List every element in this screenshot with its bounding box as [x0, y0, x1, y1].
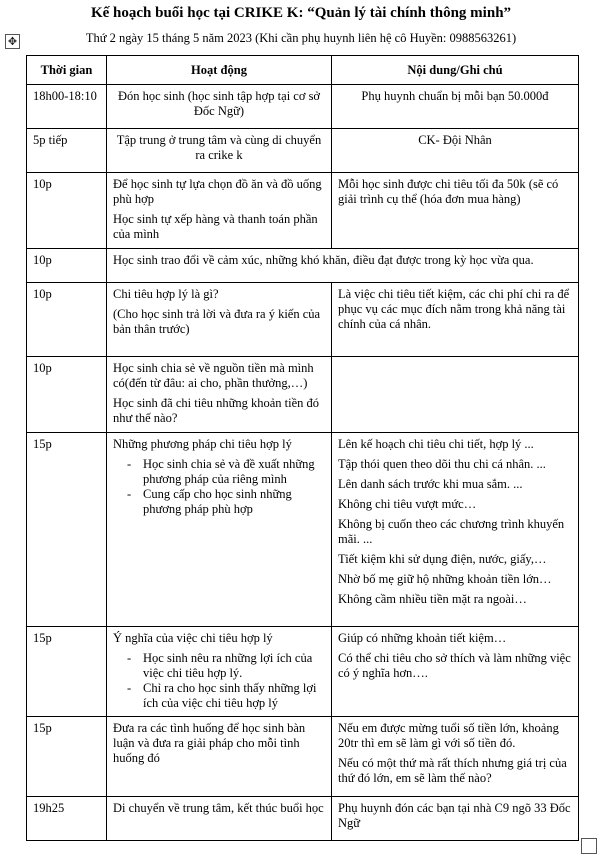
- cell-activity: [107, 433, 332, 627]
- table-row: [27, 357, 579, 433]
- cell-activity: [107, 797, 332, 841]
- notes-text: Lên danh sách trước khi mua sắm. ...: [338, 477, 523, 491]
- cell-time: 19h25: [27, 797, 107, 841]
- cell-notes: [332, 433, 579, 627]
- list-item: - Học sinh chia sẻ và đề xuất những phương pháp của riêng mình: [143, 457, 325, 487]
- notes-text: Tiết kiệm khi sử dụng điện, nước, giấy,…: [338, 552, 547, 566]
- table-row: [27, 129, 579, 173]
- cell-notes: [332, 283, 579, 357]
- table-row: [27, 85, 579, 129]
- cell-time: 18h00-18:10: [27, 85, 107, 129]
- activity-text: Tập trung ở trung tâm và cùng di chuyển ra crike k: [116, 133, 322, 162]
- table-move-handle-icon[interactable]: ✥: [5, 34, 20, 49]
- notes-text: Không cầm nhiều tiền mặt ra ngoài…: [338, 592, 527, 606]
- document-title: Kế hoạch buổi học tại CRIKE K: “Quản lý tài chính thông minh”: [90, 5, 512, 21]
- cell-merged-activity: Học sinh trao đổi về cảm xúc, những khó khăn, điều đạt được trong kỳ học vừa qua.: [107, 249, 579, 283]
- cell-time: 15p: [27, 717, 107, 797]
- activity-text: Đưa ra các tình huống để học sinh bàn luận và đưa ra giải pháp cho mỗi tình huống đó: [113, 721, 306, 765]
- list-item: - Chỉ ra cho học sinh thấy những lợi ích của việc chi tiêu hợp lý: [143, 681, 325, 711]
- cell-notes: [332, 797, 579, 841]
- notes-text: Là việc chi tiêu tiết kiệm, các chi phí chi ra để phục vụ các mục đích nằm trong khả năng tài chính của cá nhân.: [338, 287, 570, 331]
- notes-text: Phụ huynh đón các bạn tại nhà C9 ngõ 33 Đốc Ngữ: [338, 801, 571, 830]
- cell-time: 15p: [27, 627, 107, 717]
- notes-text: Có thể chi tiêu cho sở thích và làm những việc có ý nghĩa hơn….: [338, 651, 571, 680]
- header-activity: Hoạt động: [107, 56, 332, 85]
- notes-text: Giúp có những khoản tiết kiệm…: [338, 631, 507, 645]
- table-row: [27, 433, 579, 627]
- notes-text: Không bị cuốn theo các chương trình khuyến mãi. ...: [338, 517, 565, 546]
- notes-text: Mỗi học sinh được chi tiêu tối đa 50k (sẽ có giải trình cụ thể (hóa đơn mua hàng): [338, 177, 559, 206]
- notes-text: Nếu có một thứ mà rất thích nhưng giá trị của thứ đó lớn, em sẽ làm thế nào?: [338, 756, 567, 785]
- activity-text: Di chuyển về trung tâm, kết thúc buổi học: [113, 801, 324, 815]
- cell-notes: [332, 357, 579, 433]
- cell-notes: [332, 129, 579, 173]
- activity-bullet-list: [113, 457, 325, 517]
- activity-text: Chi tiêu hợp lý là gì?: [113, 287, 219, 301]
- header-time: Thời gian: [27, 56, 107, 85]
- cell-time: 10p: [27, 249, 107, 283]
- activity-intro: Những phương pháp chi tiêu hợp lý: [113, 437, 292, 451]
- activity-text: (Cho học sinh trả lời và đưa ra ý kiến của bản thân trước): [113, 307, 321, 336]
- list-item: - Học sinh nêu ra những lợi ích của việc chi tiêu hợp lý.: [143, 651, 325, 681]
- table-row: [27, 627, 579, 717]
- activity-bullet-list: [113, 651, 325, 711]
- cell-notes: [332, 173, 579, 249]
- activity-text: Để học sinh tự lựa chọn đồ ăn và đồ uống phù hợp: [113, 177, 322, 206]
- activity-intro: Ý nghĩa của việc chi tiêu hợp lý: [113, 631, 273, 645]
- table-row: [27, 173, 579, 249]
- notes-text: Nếu em được mừng tuổi số tiền lớn, khoảng 20tr thì em sẽ làm gì với số tiền đó.: [338, 721, 559, 750]
- table-row: [27, 249, 579, 283]
- notes-text: Không chi tiêu vượt mức…: [338, 497, 477, 511]
- notes-text: Nhờ bố mẹ giữ hộ những khoản tiền lớn…: [338, 572, 552, 586]
- cell-time: 10p: [27, 283, 107, 357]
- cell-time: 5p tiếp: [27, 129, 107, 173]
- cell-activity: [107, 283, 332, 357]
- cell-time: 10p: [27, 357, 107, 433]
- cell-notes: [332, 627, 579, 717]
- notes-text: CK- Đội Nhân: [418, 133, 492, 147]
- activity-text: Học sinh chia sẻ về nguồn tiền mà mình có(đến từ đâu: ai cho, phần thưởng,…): [113, 361, 314, 390]
- cell-activity: [107, 173, 332, 249]
- table-row: [27, 283, 579, 357]
- cell-activity: [107, 357, 332, 433]
- activity-text: Đón học sinh (học sinh tập hợp tại cơ sở Đốc Ngữ): [117, 89, 321, 118]
- table-header-row: [27, 56, 579, 85]
- cell-notes: [332, 85, 579, 129]
- table-row: [27, 797, 579, 841]
- notes-text: Phụ huynh chuẩn bị mỗi bạn 50.000đ: [361, 89, 549, 103]
- cell-time: 10p: [27, 173, 107, 249]
- table-resize-handle[interactable]: [581, 838, 597, 854]
- schedule-table: [26, 55, 579, 841]
- cell-activity: [107, 627, 332, 717]
- cell-activity: [107, 85, 332, 129]
- activity-text: Học sinh đã chi tiêu những khoản tiền đó như thế nào?: [113, 396, 320, 425]
- cell-notes: [332, 717, 579, 797]
- cell-activity: [107, 717, 332, 797]
- notes-text: Tập thói quen theo dõi thu chi cá nhân. ...: [338, 457, 546, 471]
- cell-activity: [107, 129, 332, 173]
- cell-time: 15p: [27, 433, 107, 627]
- notes-text: Lên kế hoạch chi tiêu chi tiết, hợp lý ...: [338, 437, 534, 451]
- table-row: [27, 717, 579, 797]
- activity-text: Học sinh tự xếp hàng và thanh toán phần của mình: [113, 212, 318, 241]
- header-notes: Nội dung/Ghi chú: [332, 56, 579, 85]
- document-subtitle: Thứ 2 ngày 15 tháng 5 năm 2023 (Khi cần phụ huynh liên hệ cô Huyền: 0988563261): [85, 31, 517, 45]
- list-item: - Cung cấp cho học sinh những phương pháp phù hợp: [143, 487, 325, 517]
